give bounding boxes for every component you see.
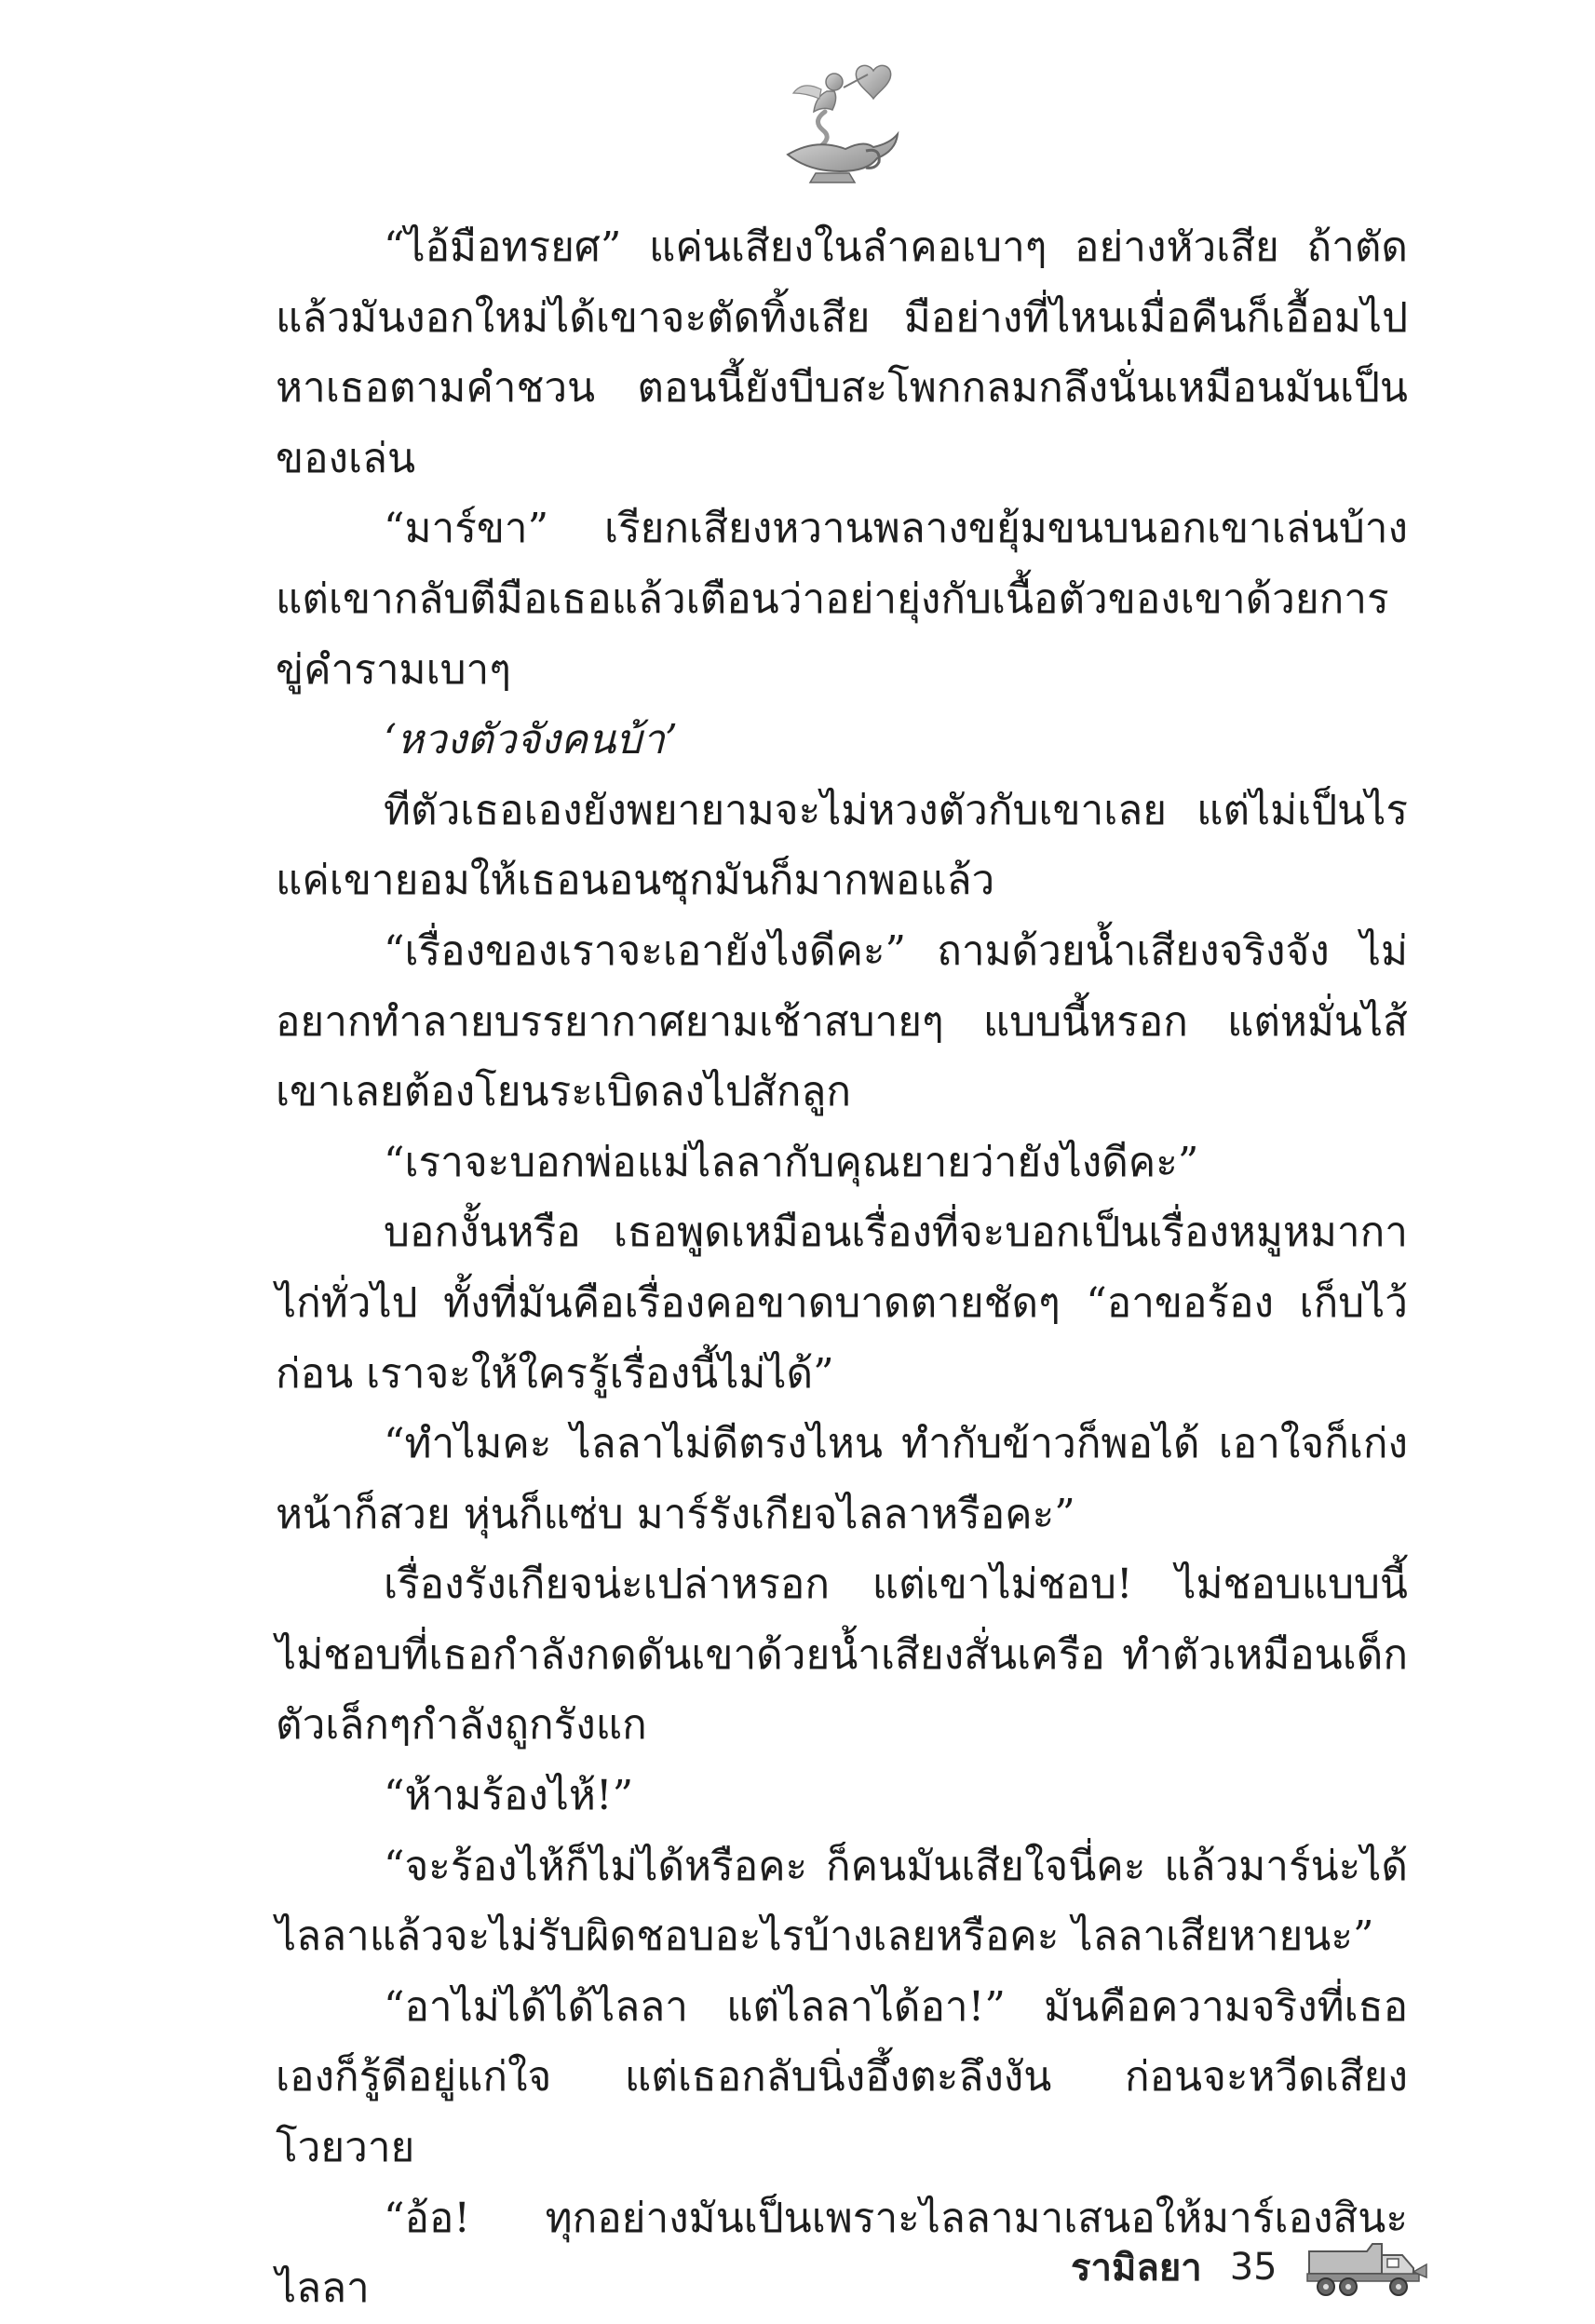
paragraph-13: “อ้อ! ทุกอย่างมันเป็นเพราะไลลามาเสนอให้มาร์เองสินะ ไลลา: [276, 2194, 1408, 2313]
dump-truck-icon: [1302, 2235, 1432, 2300]
paragraph-6: “เราจะบอกพ่อแม่ไลลากับคุณยายว่ายังไงดีคะ”: [384, 1138, 1199, 1186]
cupid-lamp-ornament-icon: [769, 54, 909, 194]
running-book-title: รามิลยา: [1071, 2247, 1202, 2290]
paragraph-4: ทีตัวเธอเองยังพยายามจะไม่หวงตัวกับเขาเลย แต่ไม่เป็นไรแค่เขายอมให้เธอนอนซุกมันก็มากพอแล้ว: [276, 786, 1408, 905]
body-text: [276, 212, 1408, 2324]
page-footer: [1071, 2235, 1432, 2300]
paragraph-2: “มาร์ขา” เรียกเสียงหวานพลางขยุ้มขนบนอกเขาเล่นบ้าง แต่เขากลับตีมือเธอแล้วเตือนว่าอย่ายุ่งกับเนื้อตัวของเขาด้วยการขู่คำรามเบาๆ: [276, 505, 1408, 694]
paragraph-5: “เรื่องของเราจะเอายังไงดีคะ” ถามด้วยน้ำเสียงจริงจัง ไม่อยากทำลายบรรยากาศยามเช้าสบายๆ แบบนี้หรอก แต่หมั่นไส้เขาเลยต้องโยนระเบิดลงไปสักลูก: [276, 926, 1408, 1116]
paragraph-7: บอกงั้นหรือ เธอพูดเหมือนเรื่องที่จะบอกเป็นเรื่องหมูหมากาไก่ทั่วไป ทั้งที่มันคือเรื่องคอขาดบาดตายชัดๆ “อาขอร้อง เก็บไว้ก่อน เราจะให้ใครรู้เรื่องนี้ไม่ได้”: [276, 1209, 1408, 1398]
paragraph-3: ‘หวงตัวจังคนบ้า’: [384, 716, 678, 764]
page-number: 35: [1229, 2246, 1277, 2289]
paragraph-12: “อาไม่ได้ได้ไลลา แต่ไลลาได้อา!” มันคือความจริงที่เธอเองก็รู้ดีอยู่แก่ใจ แต่เธอกลับนิ่งอึ้งตะลึงงัน ก่อนจะหวีดเสียงโวยวาย: [276, 1982, 1408, 2172]
paragraph-8: “ทำไมคะ ไลลาไม่ดีตรงไหน ทำกับข้าวก็พอได้ เอาใจก็เก่งหน้าก็สวย หุ่นก็แซ่บ มาร์รังเกียจไลลาหรือคะ”: [276, 1420, 1408, 1538]
paragraph-1: “ไอ้มือทรยศ” แค่นเสียงในลำคอเบาๆ อย่างหัวเสีย ถ้าตัดแล้วมันงอกใหม่ได้เขาจะตัดทิ้งเสีย มือย่างที่ไหนเมื่อคืนก็เอื้อมไปหาเธอตามคำชวน ตอนนี้ยังบีบสะโพกกลมกลึงนั่นเหมือนมันเป็นของเล่น: [276, 223, 1408, 482]
paragraph-10: “ห้ามร้องไห้!”: [384, 1772, 634, 1820]
paragraph-11: “จะร้องไห้ก็ไม่ได้หรือคะ ก็คนมันเสียใจนี่คะ แล้วมาร์น่ะได้ไลลาแล้วจะไม่รับผิดชอบอะไรบ้างเลยหรือคะ ไลลาเสียหายนะ”: [276, 1842, 1408, 1961]
paragraph-9: เรื่องรังเกียจน่ะเปล่าหรอก แต่เขาไม่ชอบ! ไม่ชอบแบบนี้ ไม่ชอบที่เธอกำลังกดดันเขาด้วยน้ำเสียงสั่นเครือ ทำตัวเหมือนเด็กตัวเล็กๆกำลังถูกรังแก: [276, 1561, 1408, 1750]
